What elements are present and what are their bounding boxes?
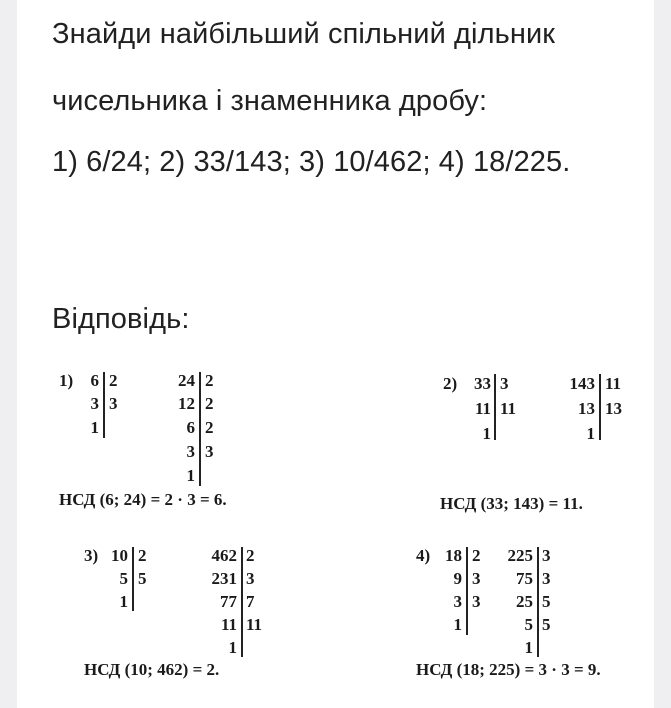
number: 1 [186,466,195,485]
answer-label: Відповідь: [52,303,190,335]
number: 10 [111,546,128,565]
division-bar [199,372,201,486]
number: 9 [453,569,462,588]
divisor: 3 [472,569,481,588]
divisor: 3 [205,442,214,461]
solution-image [55,362,631,708]
number: 1 [586,424,595,443]
question-line-2: чисельника і знаменника дробу: [52,85,488,117]
division-bar [241,547,243,657]
divisor: 3 [109,394,118,413]
divisor: 2 [205,394,214,413]
divisor: 2 [205,371,214,390]
number: 462 [211,546,237,565]
number: 18 [445,546,462,565]
number: 12 [178,394,195,413]
number: 3 [90,394,99,413]
divisor: 2 [472,546,481,565]
number: 75 [516,569,533,588]
divisor: 13 [605,399,622,418]
number: 1 [119,592,128,611]
number: 11 [474,399,491,418]
division-bar [494,374,496,440]
number: 225 [507,546,533,565]
divisor: 3 [542,546,551,565]
divisor: 2 [246,546,255,565]
number: 1 [228,638,237,657]
divisor: 5 [542,615,551,634]
division-bar [599,374,601,440]
number: 25 [516,592,533,611]
number: 3 [453,592,462,611]
number: 33 [474,374,491,393]
question-line-3: 1) 6/24; 2) 33/143; 3) 10/462; 4) 18/225. [52,146,571,178]
problem-number: 4) [416,546,431,565]
number: 6 [90,371,99,390]
division-bar [537,547,539,657]
answer-card [17,0,654,708]
division-bar [132,547,134,611]
problem-number: 1) [59,371,74,390]
divisor: 2 [138,546,147,565]
divisor: 5 [542,592,551,611]
gcd-result: НСД (6; 24) = 2 · 3 = 6. [59,490,227,509]
number: 1 [453,615,462,634]
divisor: 11 [246,615,263,634]
number: 13 [578,399,595,418]
number: 5 [524,615,533,634]
division-bar [103,372,105,438]
divisor: 7 [246,592,255,611]
number: 1 [524,638,533,657]
question-line-1: Знайди найбільший спільний дільник [52,18,556,50]
problem-number: 3) [84,546,99,565]
number: 77 [220,592,237,611]
divisor: 3 [542,569,551,588]
divisor: 3 [472,592,481,611]
divisor: 11 [500,399,517,418]
number: 6 [186,418,195,437]
number: 143 [569,374,595,393]
number: 11 [220,615,237,634]
number: 24 [178,371,195,390]
divisor: 3 [500,374,509,393]
problem-number: 2) [443,374,458,393]
divisor: 2 [205,418,214,437]
number: 1 [90,418,99,437]
number: 1 [482,424,491,443]
number: 231 [211,569,237,588]
divisor: 5 [138,569,147,588]
divisor: 11 [605,374,622,393]
gcd-result: НСД (10; 462) = 2. [84,660,220,679]
divisor: 3 [246,569,255,588]
number: 5 [119,569,128,588]
gcd-result: НСД (33; 143) = 11. [440,494,583,513]
number: 3 [186,442,195,461]
gcd-result: НСД (18; 225) = 3 · 3 = 9. [416,660,601,679]
divisor: 2 [109,371,118,390]
division-bar [466,547,468,635]
